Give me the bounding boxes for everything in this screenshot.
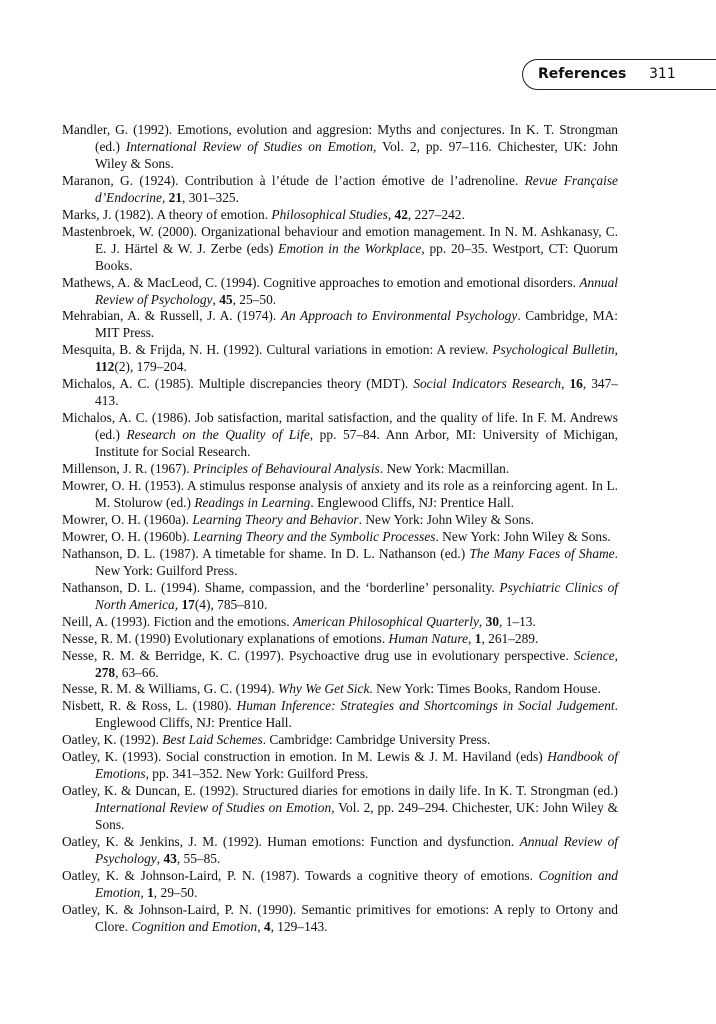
reference-entry — [62, 461, 618, 478]
reference-text: , pp. 20–35. Westport, CT: Quorum Books. — [95, 240, 618, 273]
reference-entry — [62, 207, 618, 224]
reference-text: Oatley, K. & Johnson-Laird, P. N. (1987). Towards a cognitive theory of emotions. — [62, 867, 539, 883]
reference-text: , 63–66. — [115, 664, 159, 680]
reference-title: American Philosophical Quarterly — [292, 613, 479, 629]
reference-title: Psychological Bulletin — [492, 342, 615, 358]
reference-text: Nesse, R. M. (1990) Evolutionary explanations of emotions. — [62, 630, 389, 646]
reference-text: , — [561, 376, 570, 392]
reference-title: Research on the Quality of Life — [126, 427, 310, 443]
reference-title: Principles of Behavioural Analysis — [192, 461, 380, 477]
reference-text: Mowrer, O. H. (1960b). — [62, 528, 194, 544]
reference-text: , — [387, 206, 395, 222]
reference-volume: 21 — [168, 189, 183, 205]
reference-text: Oatley, K. & Jenkins, J. M. (1992). Human emotions: Function and dysfunction. — [62, 834, 520, 850]
reference-text: , 1–13. — [499, 613, 536, 629]
reference-text: , pp. 57–84. Ann Arbor, MI: University of Michigan, Institute for Social Research. — [95, 427, 618, 460]
reference-volume: 112 — [95, 359, 115, 375]
reference-text: Nathanson, D. L. (1994). Shame, compassion, and the ‘borderline’ personality. — [62, 579, 500, 595]
reference-text: Mehrabian, A. & Russell, J. A. (1974). — [62, 308, 281, 324]
reference-entry — [62, 224, 618, 275]
reference-text: Maranon, G. (1924). Contribution à l’étude de l’action émotive de l’adrenoline. — [62, 172, 525, 188]
reference-text: (2), 179–204. — [114, 359, 187, 375]
reference-text: Oatley, K. (1992). — [62, 732, 163, 748]
reference-entry — [62, 631, 618, 648]
reference-text: Oatley, K. & Duncan, E. (1992). Structured diaries for emotions in daily life. In K. T. Strongman (ed.) — [62, 783, 618, 799]
reference-title: Why We Get Sick — [278, 681, 370, 697]
reference-text: Nisbett, R. & Ross, L. (1980). — [62, 698, 237, 714]
reference-text: , 129–143. — [270, 918, 328, 934]
reference-entry — [62, 749, 618, 783]
reference-entry — [62, 342, 618, 376]
reference-entry — [62, 732, 618, 749]
reference-entry — [62, 681, 618, 698]
reference-text: Mathews, A. & MacLeod, C. (1994). Cognitive approaches to emotion and emotional disorders. — [62, 274, 580, 290]
reference-volume: 42 — [394, 206, 408, 222]
reference-text: Nesse, R. M. & Berridge, K. C. (1997). Psychoactive drug use in evolutionary perspective. — [62, 647, 574, 663]
reference-title: Best Laid Schemes — [162, 732, 263, 748]
reference-text: , 29–50. — [153, 884, 198, 900]
reference-text: Mandler, G. (1992). Emotions, evolution and aggresion: Myths and conjectures. In K. T. Strongman (ed.) — [62, 122, 618, 154]
reference-entry — [62, 648, 618, 682]
reference-title: Science — [573, 647, 615, 663]
reference-text: , — [156, 850, 164, 866]
reference-volume: 45 — [219, 291, 233, 307]
reference-text: , — [478, 613, 486, 629]
reference-title: The Many Faces of Shame — [469, 545, 615, 561]
reference-title: International Review of Studies on Emotion — [95, 800, 332, 816]
page-number: 311 — [649, 66, 676, 82]
reference-volume: 43 — [163, 850, 177, 866]
reference-title: Readings in Learning — [194, 494, 311, 510]
section-title: References — [538, 66, 627, 82]
reference-entry — [62, 512, 618, 529]
reference-title: Learning Theory and the Symbolic Processes — [193, 528, 436, 544]
reference-text: , — [614, 647, 618, 663]
reference-volume: 16 — [569, 376, 583, 392]
reference-entry — [62, 614, 618, 631]
reference-title: Annual Review of Psychology — [95, 834, 618, 866]
reference-title: Learning Theory and Behavior — [192, 511, 359, 527]
reference-entry — [62, 834, 618, 868]
reference-title: International Review of Studies on Emotion — [125, 138, 374, 154]
reference-entry — [62, 698, 618, 732]
reference-text: Oatley, K. & Johnson-Laird, P. N. (1990). Semantic primitives for emotions: A reply to Ortony and Clore. — [62, 901, 618, 934]
reference-title: Emotion in the Workplace — [278, 240, 422, 256]
reference-text: . New York: Guilford Press. — [95, 545, 618, 578]
reference-text: , 25–50. — [232, 291, 277, 307]
reference-entry — [62, 478, 618, 512]
reference-text: , Vol. 2, pp. 249–294. Chichester, UK: John Wiley & Sons. — [95, 800, 618, 833]
reference-title: Social Indicators Research — [413, 376, 562, 392]
reference-title: Cognition and Emotion — [95, 867, 618, 900]
reference-text: (4), 785–810. — [194, 596, 268, 612]
reference-text: Mowrer, O. H. (1960a). — [62, 511, 193, 527]
reference-text: . Cambridge, MA: MIT Press. — [95, 308, 618, 341]
reference-text: , — [257, 918, 264, 934]
reference-volume: 1 — [474, 630, 482, 646]
reference-text: . New York: John Wiley & Sons. — [435, 528, 611, 544]
reference-volume: 17 — [181, 596, 195, 612]
reference-text: , 261–289. — [481, 630, 539, 646]
reference-text: Neill, A. (1993). Fiction and the emotions. — [62, 613, 293, 629]
reference-text: , — [468, 630, 475, 646]
reference-text: Nathanson, D. L. (1987). A timetable for shame. In D. L. Nathanson (ed.) — [62, 545, 470, 561]
reference-title: Human Inference: Strategies and Shortcomings in Social Judgement — [236, 698, 615, 714]
reference-entry — [62, 546, 618, 580]
reference-volume: 4 — [263, 918, 271, 934]
reference-entry — [62, 529, 618, 546]
reference-text: Mastenbroek, W. (2000). Organizational behaviour and emotion management. In N. M. Ashkanasy, C. E. J. Härtel & W. J. Zerbe (eds) — [62, 223, 618, 256]
reference-entry — [62, 275, 618, 309]
reference-text: . Englewood Cliffs, NJ: Prentice Hall. — [310, 494, 514, 510]
reference-title: Human Nature — [388, 630, 469, 646]
reference-title: Cognition and Emotion — [131, 918, 258, 934]
reference-entry — [62, 580, 618, 614]
reference-entry — [62, 122, 618, 173]
reference-text: Nesse, R. M. & Williams, G. C. (1994). — [62, 681, 279, 697]
reference-text: Mesquita, B. & Frijda, N. H. (1992). Cultural variations in emotion: A review. — [62, 342, 493, 358]
reference-entry — [62, 868, 618, 902]
reference-text: . New York: Macmillan. — [379, 461, 510, 477]
reference-text: Mowrer, O. H. (1953). A stimulus response analysis of anxiety and its role as a reinforcing agent. In L. M. Stolurow (ed.) — [62, 478, 618, 510]
reference-entry — [62, 308, 618, 342]
reference-text: . New York: Times Books, Random House. — [369, 681, 601, 697]
reference-text: Michalos, A. C. (1986). Job satisfaction, marital satisfaction, and the quality of life. In F. M. Andrews (ed.) — [62, 410, 618, 443]
reference-title: Psychiatric Clinics of North America, — [95, 579, 618, 612]
reference-title: Handbook of Emotions — [95, 749, 618, 782]
reference-entry — [62, 783, 618, 834]
reference-text: , pp. 341–352. New York: Guilford Press. — [145, 766, 369, 782]
reference-entry — [62, 902, 618, 936]
reference-volume: 1 — [147, 884, 154, 900]
reference-title: An Approach to Environmental Psychology — [280, 308, 518, 324]
reference-list — [62, 122, 618, 936]
reference-text: Millenson, J. R. (1967). — [62, 461, 193, 477]
running-header — [522, 59, 716, 90]
reference-text: , — [161, 189, 169, 205]
reference-text: , — [212, 291, 220, 307]
reference-text: . Englewood Cliffs, NJ: Prentice Hall. — [95, 698, 619, 731]
reference-text: Michalos, A. C. (1985). Multiple discrepancies theory (MDT). — [62, 376, 414, 392]
reference-entry — [62, 410, 618, 461]
reference-entry — [62, 376, 618, 410]
reference-text: , 301–325. — [182, 189, 239, 205]
reference-title: Philosophical Studies — [271, 206, 388, 222]
reference-text: , 347–413. — [95, 376, 618, 409]
reference-title: Annual Review of Psychology — [95, 274, 618, 307]
reference-text: Marks, J. (1982). A theory of emotion. — [62, 206, 272, 222]
reference-volume: 278 — [95, 664, 116, 680]
reference-text: , Vol. 2, pp. 97–116. Chichester, UK: John Wiley & Sons. — [95, 138, 619, 171]
reference-text: , 227–242. — [407, 206, 465, 222]
reference-volume: 30 — [485, 613, 500, 629]
reference-title: Revue Française d’Endocrine — [95, 172, 618, 205]
reference-text: . Cambridge: Cambridge University Press. — [262, 732, 491, 748]
reference-text: , 55–85. — [176, 850, 221, 866]
reference-entry — [62, 173, 618, 207]
reference-text: Oatley, K. (1993). Social construction in emotion. In M. Lewis & J. M. Haviland (eds) — [62, 749, 548, 765]
reference-text: . New York: John Wiley & Sons. — [358, 511, 534, 527]
reference-text: , — [140, 884, 148, 900]
reference-text: , — [614, 342, 618, 358]
